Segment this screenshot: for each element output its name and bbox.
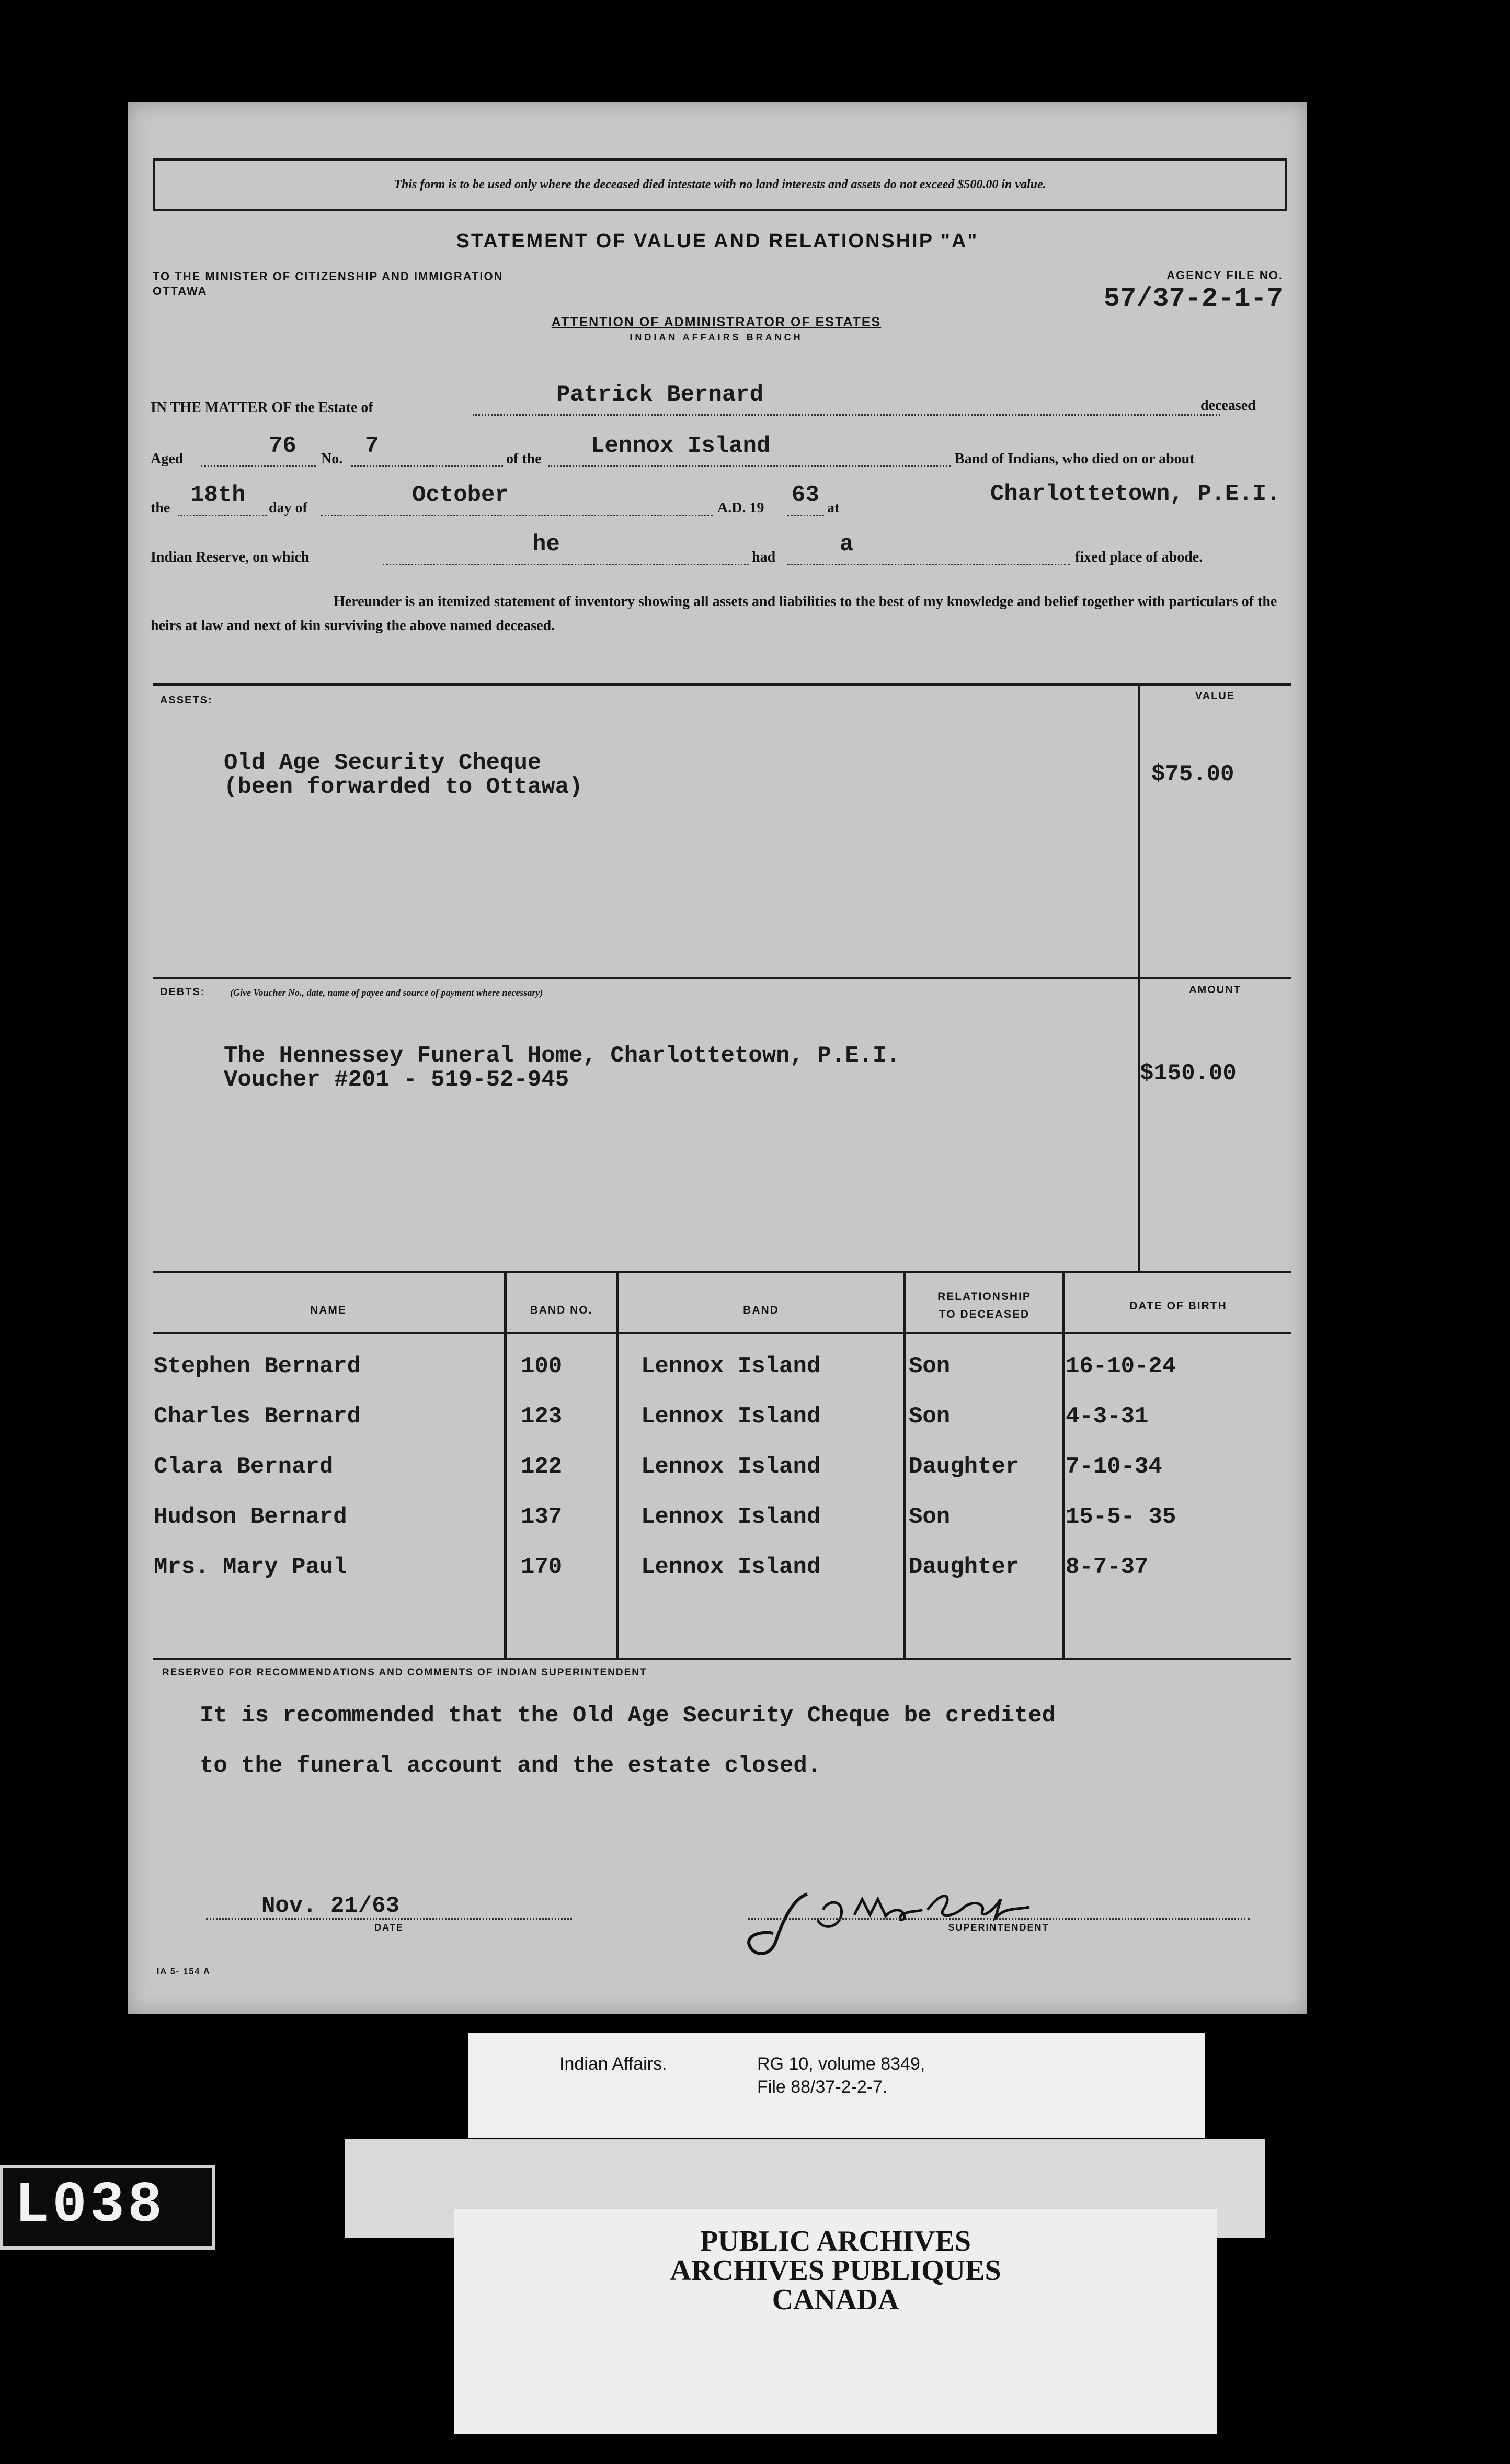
superintendent-signature	[745, 1878, 1037, 1962]
band-value: Lennox Island	[591, 433, 771, 459]
form-title: STATEMENT OF VALUE AND RELATIONSHIP "A"	[456, 230, 979, 252]
assets-header: ASSETS:	[160, 694, 213, 706]
hereunder-statement: Hereunder is an itemized statement of inventory showing all assets and liabilities to the best of my knowledge and belief together with particulars of the heirs at law and next of kin surviving the above named deceased.	[151, 594, 1277, 634]
archives-line-1: PUBLIC ARCHIVES	[700, 2225, 971, 2257]
date-label: DATE	[374, 1922, 404, 1933]
age-value: 76	[269, 433, 296, 459]
debt-line-2: Voucher #201 - 519-52-945	[224, 1067, 569, 1093]
public-archives-stamp	[454, 2209, 1217, 2434]
archives-line-3: CANADA	[772, 2284, 899, 2316]
asset-line-2: (been forwarded to Ottawa)	[224, 774, 583, 800]
col-name-header: NAME	[310, 1304, 347, 1316]
band-suffix-label: Band of Indians, who died on or about	[955, 451, 1195, 467]
heir-band-no: 100	[521, 1353, 563, 1379]
article-value: a	[840, 531, 854, 557]
heir-band-no: 137	[521, 1504, 563, 1530]
pronoun-value: he	[532, 531, 560, 557]
heir-dob: 4-3-31	[1066, 1404, 1149, 1430]
of-the-label: of the	[506, 451, 542, 467]
archive-reference-label	[468, 2033, 1205, 2138]
frame-number: L038	[15, 2173, 166, 2239]
superintendent-dotted-line	[748, 1915, 1250, 1920]
addressee-line-1: TO THE MINISTER OF CITIZENSHIP AND IMMIGRATION	[153, 270, 504, 283]
debts-top-rule	[153, 977, 1291, 979]
heir-relationship: Son	[909, 1504, 951, 1530]
col-dob-header: DATE OF BIRTH	[1129, 1300, 1227, 1312]
heir-name: Charles Bernard	[154, 1404, 361, 1430]
aged-dotted-line	[201, 461, 316, 467]
heir-band-no: 123	[521, 1404, 563, 1430]
table-row	[128, 1454, 1307, 1504]
heirs-header-rule	[153, 1332, 1291, 1334]
heir-name: Clara Bernard	[154, 1454, 334, 1480]
month-dotted-line	[321, 510, 713, 516]
col-relationship-header-2: TO DECEASED	[939, 1308, 1030, 1320]
recommendation-top-rule	[153, 1658, 1291, 1660]
heir-dob: 15-5- 35	[1066, 1504, 1176, 1530]
no-label: No.	[321, 451, 343, 467]
year-value: 63	[792, 482, 819, 508]
reserve-label: Indian Reserve, on which	[151, 549, 310, 565]
at-label: at	[827, 500, 840, 516]
deceased-label: deceased	[1200, 397, 1256, 414]
heir-band: Lennox Island	[641, 1504, 821, 1530]
form-code: IA 5- 154 A	[157, 1967, 211, 1976]
heir-relationship: Son	[909, 1353, 951, 1379]
heirs-top-rule	[153, 1271, 1291, 1273]
branch-line: INDIAN AFFAIRS BRANCH	[630, 332, 803, 343]
addressee-line-2: OTTAWA	[153, 284, 208, 298]
debts-header: DEBTS:	[160, 986, 205, 998]
the-label: the	[151, 500, 170, 516]
col-band-no-header: BAND NO.	[530, 1304, 593, 1316]
abode-label: fixed place of abode.	[1075, 549, 1203, 565]
place-value: Charlottetown, P.E.I.	[990, 481, 1280, 507]
frame-number-tab	[0, 2165, 215, 2250]
table-row	[128, 1404, 1307, 1454]
heir-relationship: Daughter	[909, 1554, 1020, 1580]
estate-form-sheet	[128, 102, 1307, 2014]
superintendent-label: SUPERINTENDENT	[948, 1922, 1049, 1933]
estate-dotted-line	[473, 410, 1220, 416]
article-dotted-line	[787, 560, 1070, 565]
debts-instructions: (Give Voucher No., date, name of payee and source of payment where necessary)	[230, 987, 543, 998]
table-row	[128, 1504, 1307, 1554]
aged-label: Aged	[151, 451, 184, 467]
day-value: 18th	[190, 482, 246, 508]
value-header: VALUE	[1195, 690, 1236, 702]
heir-dob: 7-10-34	[1066, 1454, 1162, 1480]
attention-line: ATTENTION OF ADMINISTRATOR OF ESTATES	[551, 315, 882, 329]
heir-dob: 16-10-24	[1066, 1353, 1176, 1379]
band-dotted-line	[548, 461, 951, 467]
number-value: 7	[365, 433, 379, 459]
had-label: had	[752, 549, 776, 565]
heir-band-no: 122	[521, 1454, 563, 1480]
asset-value: $75.00	[1151, 761, 1234, 788]
recommendation-line-2: to the funeral account and the estate closed.	[200, 1753, 821, 1779]
col-band-header: BAND	[743, 1304, 779, 1316]
heir-name: Hudson Bernard	[154, 1504, 347, 1530]
table-row	[128, 1554, 1307, 1604]
debt-line-1: The Hennessey Funeral Home, Charlottetown, P.E.I.	[224, 1043, 900, 1069]
signoff-date: Nov. 21/63	[261, 1893, 400, 1919]
archive-ref-line-1: RG 10, volume 8349,	[757, 2054, 925, 2074]
heir-relationship: Son	[909, 1404, 951, 1430]
asset-line-1: Old Age Security Cheque	[224, 750, 542, 776]
recommendation-header: RESERVED FOR RECOMMENDATIONS AND COMMENTS OF INDIAN SUPERINTENDENT	[162, 1667, 647, 1678]
col-relationship-header-1: RELATIONSHIP	[937, 1291, 1031, 1303]
form-usage-notice: This form is to be used only where the deceased died intestate with no land interests and assets do not exceed $500.00 in value.	[153, 158, 1287, 211]
day-of-label: day of	[269, 500, 307, 516]
recommendation-line-1: It is recommended that the Old Age Security Cheque be credited	[200, 1703, 1056, 1729]
pronoun-dotted-line	[383, 560, 749, 565]
agency-file-label: AGENCY FILE NO.	[1166, 269, 1283, 282]
number-dotted-line	[351, 461, 503, 467]
heir-name: Stephen Bernard	[154, 1353, 361, 1379]
archive-source: Indian Affairs.	[559, 2054, 667, 2074]
heir-band: Lennox Island	[641, 1454, 821, 1480]
table-row	[128, 1353, 1307, 1404]
date-dotted-line	[206, 1915, 572, 1920]
heir-dob: 8-7-37	[1066, 1554, 1149, 1580]
estate-of-label: IN THE MATTER OF the Estate of	[151, 400, 373, 416]
assets-top-rule	[153, 683, 1291, 686]
day-dotted-line	[178, 510, 267, 516]
ad-label: A.D. 19	[717, 500, 764, 516]
estate-name: Patrick Bernard	[556, 382, 764, 408]
heir-name: Mrs. Mary Paul	[154, 1554, 347, 1580]
year-dotted-line	[787, 510, 824, 516]
heir-band: Lennox Island	[641, 1353, 821, 1379]
archive-ref-line-2: File 88/37-2-2-7.	[757, 2077, 888, 2097]
heir-band-no: 170	[521, 1554, 563, 1580]
archives-line-2: ARCHIVES PUBLIQUES	[670, 2254, 1001, 2287]
amount-header: AMOUNT	[1189, 984, 1241, 996]
heir-relationship: Daughter	[909, 1454, 1020, 1480]
heir-band: Lennox Island	[641, 1404, 821, 1430]
heir-band: Lennox Island	[641, 1554, 821, 1580]
debt-amount: $150.00	[1140, 1060, 1237, 1087]
agency-file-number: 57/37-2-1-7	[1103, 283, 1283, 314]
month-value: October	[412, 482, 509, 508]
